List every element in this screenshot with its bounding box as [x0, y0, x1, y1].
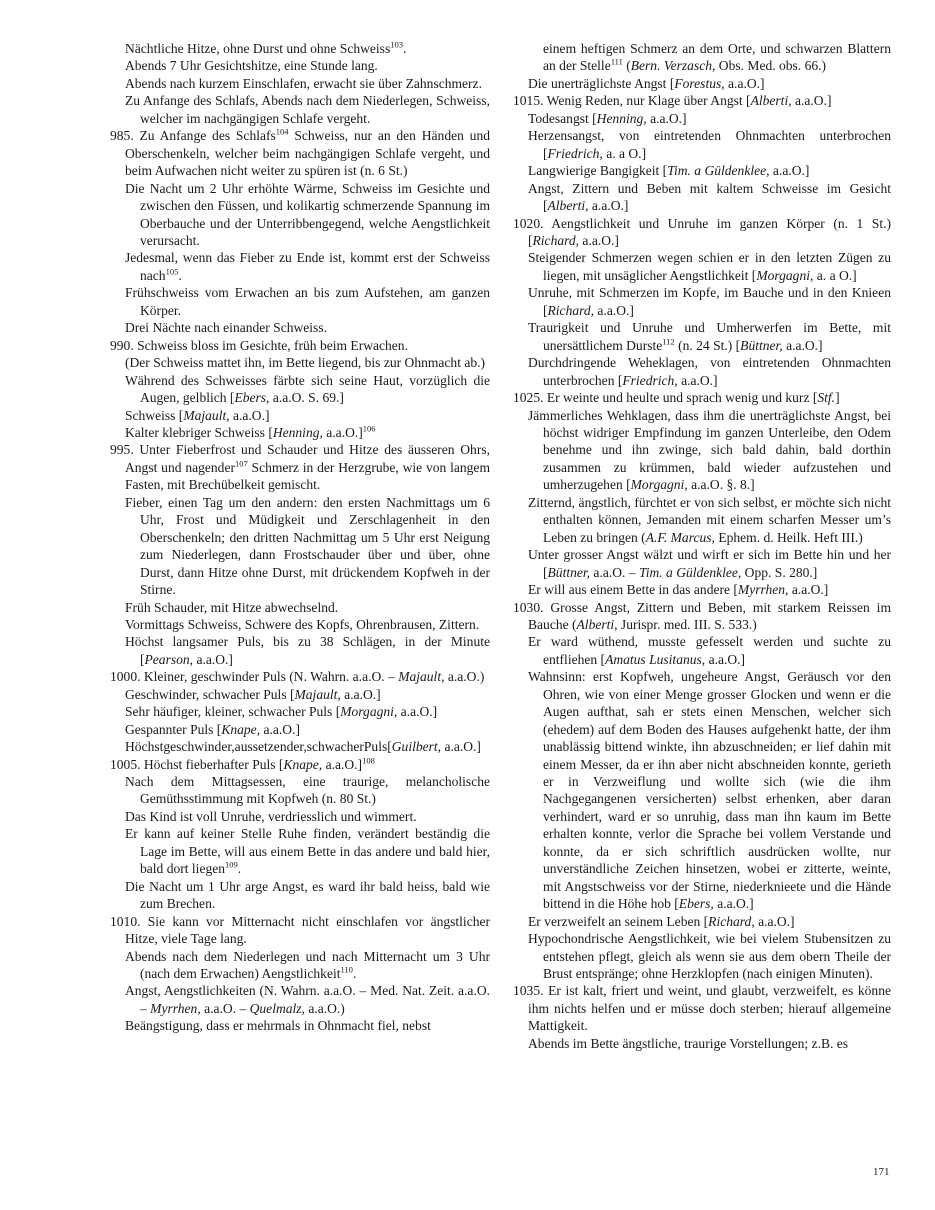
entry-text: Abends 7 Uhr Gesichtshitze, eine Stunde lang.: [125, 58, 378, 74]
entry-text: Langwierige Bangigkeit [: [528, 163, 668, 179]
entry-text: Kalter klebriger Schweiss [: [125, 424, 273, 440]
entry-text: Nächtliche Hitze, ohne Durst und ohne Schweiss: [125, 41, 391, 56]
footnote-ref: 109: [225, 859, 238, 870]
entry-text: a.a.O.): [444, 669, 485, 685]
symptom-entry: [513, 668, 891, 912]
symptom-entry: [513, 1035, 891, 1052]
symptom-entry: [110, 948, 490, 983]
entry-text: a.a.O.]: [788, 582, 829, 598]
symptom-entry: [110, 1017, 490, 1034]
symptom-entry: [513, 162, 891, 179]
entry-text: Früh Schauder, mit Hitze abwechselnd.: [125, 599, 339, 615]
entry-text: Höchstgeschwinder,aussetzender,schwacherPuls[: [125, 739, 392, 755]
symptom-entry: [513, 75, 891, 92]
entry-text: Frühschweiss vom Erwachen an bis zum Aufstehen, am ganzen Körper.: [125, 285, 490, 318]
entry-text: Abends nach kurzem Einschlafen, erwacht sie über Zahnschmerz.: [125, 75, 482, 91]
footnote-ref: 104: [275, 126, 289, 137]
entry-text: Obs. Med. obs. 66.): [715, 58, 827, 74]
symptom-entry: [110, 494, 490, 599]
symptom-entry: [110, 75, 490, 92]
numbered-entry: [513, 982, 891, 1034]
entry-text: 995. Unter Fieberfrost und Schauder und Hitze des äusseren Ohrs, Angst und nagender: [110, 442, 490, 475]
symptom-entry: [110, 721, 490, 738]
author-citation: Forestus,: [674, 75, 725, 91]
numbered-entry: [513, 389, 891, 406]
entry-text: Jedesmal, wenn das Fieber zu Ende ist, kommt erst der Schweiss nach: [125, 250, 490, 283]
footnote-ref: 107: [234, 458, 248, 469]
entry-text: Schmerz in der Herzgrube, wie von langem Fasten, mit Brechübelkeit gemischt.: [125, 459, 490, 493]
entry-text: Vormittags Schweiss, Schwere des Kopfs, Ohrenbrausen, Zittern.: [125, 616, 480, 632]
entry-text: .: [178, 267, 182, 283]
symptom-entry: [110, 738, 490, 755]
entry-text: Er kann auf keiner Stelle Ruhe finden, verändert beständig die Lage im Bette, will aus einem Bette in das andere und bald hier, bald dort liegen: [125, 826, 490, 877]
entry-text: Hypochondrische Aengstlichkeit, wie bei vielem Stubensitzen zu entstehen pflegt, gleich als wenn sie aus dem obern Theile der Brust entspränge; ohne Herzklopfen (nach einigen Minuten).: [528, 931, 891, 982]
entry-text: .: [402, 41, 407, 56]
footnote-ref: 110: [340, 964, 353, 975]
entry-text: a.a.O.]: [594, 302, 634, 318]
author-citation: Ebers,: [678, 896, 714, 912]
entry-text: 1010. Sie kann vor Mitternacht nicht einschlafen vor ängstlicher Hitze, viele Tage lang.: [110, 913, 490, 947]
entry-text: a.a.O.]: [579, 232, 619, 248]
numbered-entry: [110, 337, 490, 354]
author-citation: Amatus Lusitanus,: [605, 651, 706, 667]
entry-text: Schweiss, nur an den Händen und Oberschenkeln, welcher beim nachgängigen Schlafe vergeht, und beim Aufwachen nicht weiter zu spüren ist (n. 6 St.): [125, 128, 491, 179]
entry-text: a.a.O.]: [791, 93, 832, 109]
author-citation: Majault,: [294, 686, 341, 702]
footnote-ref: 108: [362, 755, 375, 766]
symptom-entry: [513, 633, 891, 668]
author-citation: Tim. a Güldenklee,: [667, 163, 770, 179]
entry-text: Jurispr. med. III. S. 533.): [617, 616, 757, 632]
entry-text: .: [237, 861, 242, 877]
entry-text: a.a.O.]: [769, 163, 810, 179]
author-citation: Büttner,: [547, 564, 591, 580]
symptom-entry: [110, 878, 490, 913]
symptom-entry: [110, 982, 490, 1017]
symptom-entry: [110, 92, 490, 127]
symptom-entry: [513, 407, 891, 494]
entry-text: Höchst langsamer Puls, bis zu 38 Schlägen, in der Minute [: [125, 634, 490, 667]
entry-text: Traurigkeit und Unruhe und Umherwerfen im Bette, mit unersättlichem Durste: [528, 320, 891, 353]
entry-text: (n. 24 St.) [: [674, 337, 741, 353]
author-citation: Alberti,: [576, 616, 618, 632]
entry-text: Unruhe, mit Schmerzen im Kopfe, im Bauche und in den Knieen [: [528, 285, 891, 318]
left-column: [110, 40, 490, 1035]
footnote-ref: 106: [362, 423, 376, 434]
author-citation: Knape,: [283, 756, 323, 772]
entry-text: a.a.O. –: [200, 1000, 250, 1016]
author-citation: Richard,: [708, 913, 755, 929]
symptom-entry: [110, 703, 490, 720]
entry-text: (: [622, 58, 631, 74]
entry-text: a.a.O.]: [441, 739, 481, 755]
entry-text: ]: [835, 390, 840, 406]
symptom-entry: [110, 40, 490, 57]
entry-text: 1025. Er weinte und heulte und sprach wenig und kurz [: [513, 390, 818, 406]
author-citation: Myrrhen,: [737, 582, 789, 598]
symptom-entry: [110, 808, 490, 825]
symptom-entry: [513, 40, 891, 75]
entry-text: Todesangst [: [528, 110, 597, 126]
author-citation: Friedrich,: [622, 372, 678, 388]
author-citation: Majault,: [183, 407, 230, 423]
entry-text: a. a O.]: [813, 267, 857, 283]
entry-text: Herzensangst, von eintretenden Ohnmachten unterbrochen [: [528, 128, 891, 161]
entry-text: a. a O.]: [602, 145, 647, 161]
entry-text: a.a.O.]: [782, 337, 823, 353]
entry-text: 1015. Wenig Reden, nur Klage über Angst [: [513, 93, 751, 109]
right-column: [513, 40, 891, 1052]
entry-text: 1035. Er ist kalt, friert und weint, und glaubt, verzweifelt, es könne ihm nichts helfen und er müsse doch sterben; hierauf allgemeine Mattigkeit.: [513, 983, 891, 1034]
symptom-entry: [110, 616, 490, 633]
author-citation: Henning,: [272, 424, 323, 440]
entry-text: Durchdringende Weheklagen, von eintretenden Ohnmachten unterbrochen [: [528, 355, 891, 388]
symptom-entry: [513, 546, 891, 581]
entry-text: a.a.O.]: [322, 424, 363, 440]
author-citation: Guilbert,: [391, 739, 442, 755]
author-citation: Alberti,: [750, 93, 792, 109]
symptom-entry: [110, 284, 490, 319]
symptom-entry: [513, 284, 891, 319]
entry-text: a.a.O.]: [193, 651, 233, 667]
entry-text: Beängstigung, dass er mehrmals in Ohnmacht fiel, nebst: [125, 1018, 431, 1034]
entry-text: a.a.O. S. 69.]: [269, 390, 344, 406]
symptom-entry: [513, 930, 891, 982]
author-citation: Morgagni,: [630, 477, 688, 493]
author-citation: Quelmalz,: [249, 1000, 305, 1016]
symptom-entry: [110, 319, 490, 336]
entry-text: Steigender Schmerzen wegen schien er in den letzten Zügen zu liegen, mit unsäglicher Aengstlichkeit [: [528, 250, 891, 283]
entry-text: Er will aus einem Bette in das andere [: [528, 582, 738, 598]
footnote-ref: 103: [390, 39, 403, 50]
symptom-entry: [110, 825, 490, 877]
entry-text: a.a.O.): [304, 1000, 345, 1016]
entry-text: Drei Nächte nach einander Schweiss.: [125, 320, 327, 336]
symptom-entry: [110, 180, 490, 250]
entry-text: a.a.O.]: [724, 75, 765, 91]
numbered-entry: [513, 215, 891, 250]
author-citation: Morgagni,: [340, 704, 398, 720]
footnote-ref: 111: [610, 56, 623, 67]
numbered-entry: [110, 913, 490, 948]
symptom-entry: [110, 773, 490, 808]
numbered-entry: [110, 127, 490, 179]
entry-text: Sehr häufiger, kleiner, schwacher Puls [: [125, 704, 341, 720]
page-number: 171: [873, 1166, 890, 1178]
entry-text: Schweiss [: [125, 407, 184, 423]
author-citation: Richard,: [547, 302, 595, 318]
entry-text: Unter grosser Angst wälzt und wirft er sich im Bette hin und her [: [528, 547, 891, 580]
entry-text: Abends nach dem Niederlegen und nach Mitternacht um 3 Uhr (nach dem Erwachen) Aengstlichkeit: [125, 948, 490, 982]
author-citation: Tim. a Güldenklee,: [638, 564, 742, 580]
author-citation: Büttner,: [740, 337, 783, 353]
entry-text: a.a.O.]: [713, 896, 754, 912]
entry-text: Zu Anfange des Schlafs, Abends nach dem Niederlegen, Schweiss, welcher im nachgängigen Schlafe vergeht.: [125, 93, 490, 126]
author-citation: Bern. Verzasch,: [630, 58, 716, 74]
author-citation: Friedrich,: [547, 145, 603, 161]
symptom-entry: [513, 494, 891, 546]
symptom-entry: [513, 319, 891, 354]
entry-text: a.a.O. §. 8.]: [687, 477, 755, 493]
symptom-entry: [110, 372, 490, 407]
symptom-entry: [513, 581, 891, 598]
entry-text: 990. Schweiss bloss im Gesichte, früh beim Erwachen.: [110, 337, 408, 353]
entry-text: 985. Zu Anfange des Schlafs: [110, 128, 276, 144]
entry-text: Das Kind ist voll Unruhe, verdriesslich und wimmert.: [125, 808, 417, 824]
symptom-entry: [110, 407, 490, 424]
entry-text: a.a.O.]: [754, 913, 795, 929]
entry-text: Opp. S. 280.]: [741, 564, 818, 580]
entry-text: a.a.O.]: [588, 198, 629, 214]
author-citation: Myrrhen,: [150, 1000, 201, 1016]
numbered-entry: [110, 756, 490, 773]
symptom-entry: [513, 913, 891, 930]
entry-text: .: [352, 966, 357, 982]
entry-text: Abends im Bette ängstliche, traurige Vorstellungen; z.B. es: [528, 1035, 849, 1051]
footnote-ref: 105: [165, 266, 179, 277]
entry-text: einem heftigen Schmerz an dem Orte, und schwarzen Blattern an der Stelle: [543, 41, 891, 74]
author-citation: A.F. Marcus,: [645, 529, 715, 545]
entry-text: a.a.O.]: [322, 756, 363, 772]
entry-text: Die unerträglichste Angst [: [528, 75, 675, 91]
author-citation: Knape,: [221, 721, 261, 737]
entry-text: a.a.O.]: [260, 721, 300, 737]
entry-text: Er verzweifelt an seinem Leben [: [528, 913, 709, 929]
entry-text: 1030. Grosse Angst, Zittern und Beben, mit starkem Reissen im Bauche (: [513, 599, 891, 632]
author-citation: Richard,: [532, 232, 580, 248]
entry-text: Ephem. d. Heilk. Heft III.): [714, 529, 863, 545]
numbered-entry: [513, 599, 891, 634]
entry-text: Wahnsinn: erst Kopfweh, ungeheure Angst, Geräusch vor den Ohren, wie von einer Menge grosser Glocken und wenn er die Augen aufthat, sah er stets einen Menschen, welcher sich (ehedem) auf dem Boden des Hauses aufgehenkt hatte, der ihm unablässig bittend winkte, ihn abzuschneiden; er lief dahin mit einem Messer, da er ihn aber nicht abschneiden konnte, gerieth er in Verzweiflung und wollte sich (wie die ihm Nachgegangenen versicherten) selbst erhenken, aber daran verhindert, ward er so unruhig, dass man ihn kaum im Bette erhalten konnte, verlor die Sprache bei vollem Verstande und konnte, da er sich schriftlich ausdrücken wollte, nur unverständliche Zeichen hinsetzen, wobei er zitterte, weinte, mit Angstschweiss vor der Stirne, niederknieete und die Hände bittend in die Höhe hob [: [528, 669, 891, 912]
symptom-entry: [513, 180, 891, 215]
entry-text: Geschwinder, schwacher Puls [: [125, 686, 295, 702]
author-citation: Stf.: [817, 390, 836, 406]
entry-text: Angst, Aengstlichkeiten (N. Wahrn. a.a.O. – Med. Nat. Zeit. a.a.O. –: [125, 983, 490, 1016]
symptom-entry: [513, 127, 891, 162]
symptom-entry: [513, 110, 891, 127]
author-citation: Ebers,: [234, 390, 270, 406]
author-citation: Alberti,: [547, 198, 589, 214]
numbered-entry: [110, 668, 490, 685]
entry-text: a.a.O. –: [590, 564, 639, 580]
author-citation: Pearson,: [144, 651, 194, 667]
author-citation: Majault,: [398, 669, 445, 685]
entry-text: Fieber, einen Tag um den andern: den ersten Nachmittags um 6 Uhr, Frost und Müdigkeit und Zerschlagenheit in den Oberschenkeln; den dritten Nachmittag um 5 Uhr erst Neigung zum Niederlegen, dann Frostschauder über und über, ohne Durst, dann Hitze ohne Durst, mit drückendem Kopfweh in der Stirne.: [125, 494, 490, 598]
entry-text: Die Nacht um 2 Uhr erhöhte Wärme, Schweiss im Gesichte und zwischen den Füssen, und kolikartig schmerzende Spannung im Oberbauche und der Unterribbengegend, welche Aengstlichkeit verursacht.: [125, 180, 490, 248]
symptom-entry: [110, 686, 490, 703]
symptom-entry: [110, 57, 490, 74]
entry-text: 1020. Aengstlichkeit und Unruhe im ganzen Körper (n. 1 St.) [: [513, 215, 891, 248]
footnote-ref: 112: [662, 336, 675, 347]
numbered-entry: [110, 441, 490, 493]
entry-text: Jämmerliches Wehklagen, dass ihm die unerträglichste Angst, bei höchst widriger Empfindung im ganzen Unterleibe, den Odem benehme und ihn zwinge, sich bald dahin, bald dorthin zusammen zu krümmen, bald wieder aufzustehen und umherzugehen [: [528, 407, 891, 493]
entry-text: Gespannter Puls [: [125, 721, 222, 737]
entry-text: a.a.O.]: [677, 372, 718, 388]
symptom-entry: [110, 599, 490, 616]
entry-text: a.a.O.]: [229, 407, 270, 423]
entry-text: Die Nacht um 1 Uhr arge Angst, es ward ihr bald heiss, bald wie zum Brechen.: [125, 878, 490, 912]
entry-text: 1000. Kleiner, geschwinder Puls (N. Wahrn. a.a.O. –: [110, 669, 399, 685]
entry-text: Er ward wüthend, musste gefesselt werden und suchte zu entfliehen [: [528, 634, 891, 667]
symptom-entry: [513, 354, 891, 389]
symptom-entry: [110, 354, 490, 371]
symptom-entry: [110, 424, 490, 441]
symptom-entry: [110, 633, 490, 668]
entry-text: a.a.O.]: [705, 651, 746, 667]
symptom-entry: [110, 249, 490, 284]
author-citation: Henning,: [596, 110, 647, 126]
entry-text: a.a.O.]: [646, 110, 687, 126]
author-citation: Morgagni,: [756, 267, 814, 283]
symptom-entry: [513, 249, 891, 284]
numbered-entry: [513, 92, 891, 109]
entry-text: Angst, Zittern und Beben mit kaltem Schweisse im Gesicht [: [528, 180, 891, 214]
entry-text: Nach dem Mittagsessen, eine traurige, melancholische Gemüthsstimmung mit Kopfweh (n. 80 St.): [125, 774, 490, 807]
entry-text: Während des Schweisses färbte sich seine Haut, vorzüglich die Augen, gelblich [: [125, 372, 490, 406]
entry-text: (Der Schweiss mattet ihn, im Bette liegend, bis zur Ohnmacht ab.): [125, 355, 486, 371]
entry-text: a.a.O.]: [397, 704, 438, 720]
entry-text: a.a.O.]: [340, 686, 381, 702]
entry-text: 1005. Höchst fieberhafter Puls [: [110, 756, 284, 772]
entry-text: Zitternd, ängstlich, fürchtet er von sich selbst, er möchte sich nicht enthalten können, Jemanden mit einem scharfen Messer um’s Leben zu bringen (: [528, 494, 891, 545]
